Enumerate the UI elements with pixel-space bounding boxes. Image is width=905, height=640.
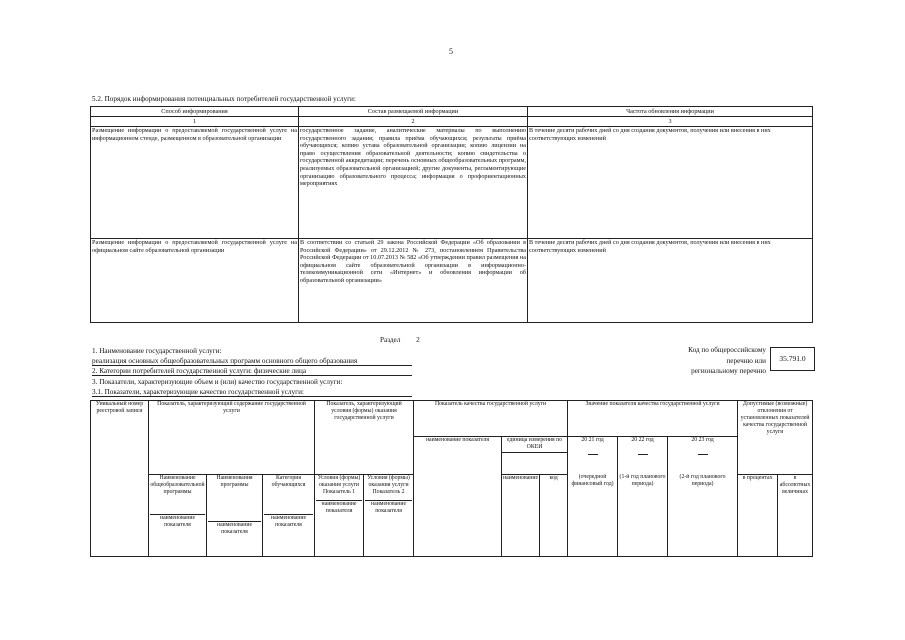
empty-cell <box>502 452 568 474</box>
kod-label-1: Код по общероссийскому <box>688 346 766 354</box>
kod-label-3: региональному перечню <box>691 367 766 375</box>
table-row <box>91 127 813 239</box>
subheader-year-3: (2-й год планового периода) <box>668 474 738 556</box>
service-name-value: реализация основных общеобразовательных программ основного общего образования <box>92 357 412 366</box>
indicator-name-label: наименование показателя <box>150 514 205 529</box>
subheader-programs <box>207 474 263 556</box>
header-year-1 <box>568 436 618 474</box>
quality-table-header-2 <box>91 436 813 452</box>
header-method: Способ информирования <box>91 107 299 117</box>
indicator-name-label: наименование показателя <box>365 500 412 515</box>
informing-table-numbers <box>91 117 813 127</box>
indicator-name-label: наименование показателя <box>316 500 362 515</box>
row-content: В соответствии со статьей 29 закона Российской Федерации «Об образовании в Российской Федерации» от 29.12.2012 № 273, постановлением Правительства Российской Федерации от 10.07.2013 № 582 «Об утверждении правил размещения на официальном сайте образовательной организации в информационно-телекоммуникационной сети «Интернет» и обновления информации об образовательной организации» <box>299 239 528 323</box>
subheader-unit-code: код <box>540 474 568 556</box>
year-1-blank <box>588 454 598 455</box>
subheader-condition-1 <box>315 474 364 556</box>
empty-cell <box>315 436 414 474</box>
header-frequency: Частота обновления информации <box>528 107 813 117</box>
header-unique-number: Уникальный номер реестровой записи <box>91 401 149 557</box>
section-5-2-title: 5.2. Порядок информирования потенциальных потребителей государственной услуги: <box>92 95 356 103</box>
header-content: Состав размещаемой информации <box>299 107 528 117</box>
informing-table-header <box>91 107 813 117</box>
header-value: Значение показателя качества государственной услуги <box>568 401 738 437</box>
kod-value-box: 35.791.0 <box>770 347 815 371</box>
empty-cell <box>738 436 813 474</box>
header-content: Показатель, характеризующий содержание государственной услуги <box>149 401 315 437</box>
subheader-program-name <box>149 474 207 556</box>
consumer-category: 2. Категории потребителей государственной услуги: физические лица <box>92 367 412 376</box>
header-year-3 <box>668 436 738 474</box>
kod-label-2: перечню или <box>726 357 766 365</box>
col-number: 1 <box>91 117 299 127</box>
empty-cell <box>414 474 502 556</box>
label: Наименования программы <box>216 474 253 488</box>
row-content: государственное задание, аналитические материалы по выполнению государственного задания; правила приёма обучающихся; результаты приёма обучающихся; копию устава образовательной организации; копию лицензии на право осуществления образовательной деятельности; копию свидетельства о государственной аккредитации; перечень основных общеобразовательных программ, реализуемых образовательной организацией; другие документы, регламентирующие организацию образовательного процесса; информация о профориентационных мероприятиях <box>299 127 528 239</box>
header-quality: Показатель качества государственной услуги <box>414 401 568 437</box>
label: Наименование общеобразовательной программы <box>150 474 205 495</box>
col-number: 2 <box>299 117 528 127</box>
table-row <box>91 239 813 323</box>
year-2-label: 20 22 год <box>631 436 654 443</box>
indicators-label: 3. Показатели, характеризующие объем и (или) качество государственной услуги: <box>92 378 343 386</box>
header-year-2 <box>618 436 668 474</box>
subheader-student-category <box>263 474 315 556</box>
indicator-name-label: наименование показателя <box>264 514 313 529</box>
page-number: 5 <box>449 47 453 56</box>
subheader-percent: в процентах <box>738 474 778 556</box>
row-method: Размещение информации о предоставляемой государственной услуге на официальном сайте образовательной организации <box>91 239 299 323</box>
row-frequency: В течение десяти рабочих дней со дня создания документов, получения или внесения в них соответствующих изменений <box>528 239 813 323</box>
header-indicator-name: наименование показателя <box>414 436 502 474</box>
indicator-name-label: наименование показателя <box>208 521 261 536</box>
year-2-blank <box>638 454 648 455</box>
informing-table <box>90 106 813 323</box>
header-unit: единица измерения по ОКЕИ <box>502 436 568 452</box>
quality-table <box>90 400 813 557</box>
quality-table-header <box>91 401 813 437</box>
header-conditions: Показатель, характеризующий условия (формы) оказания государственной услуги <box>315 401 414 437</box>
subheader-year-2: (1-й год планового периода) <box>618 474 668 556</box>
row-frequency: В течение десяти рабочих дней со дня создания документов, получения или внесения в них соответствующих изменений <box>528 127 813 239</box>
col-number: 3 <box>528 117 813 127</box>
year-1-label: 20 21 год <box>581 436 604 443</box>
subheader-absolute: в абсолютных величинах <box>778 474 813 556</box>
header-deviation: Допустимые (возможные) отклонения от установленных показателей качества государственной услуги <box>738 401 813 437</box>
label: Условия (формы) оказания услуги Показатель 1 <box>317 474 361 495</box>
subheader-condition-2 <box>364 474 414 556</box>
quality-indicators-label: 3.1. Показатели, характеризующие качество государственной услуги: <box>92 388 412 397</box>
subheader-year-1: (очередной финансовый год) <box>568 474 618 556</box>
section-heading: Раздел 2 <box>380 336 420 344</box>
label: Категория обучающихся <box>271 474 306 488</box>
year-3-label: 20 23 год <box>691 436 714 443</box>
service-name-label: 1. Наименование государственной услуги: <box>92 347 222 355</box>
year-3-blank <box>698 454 708 455</box>
quality-table-header-4 <box>91 474 813 556</box>
empty-cell <box>149 436 315 474</box>
label: Условия (формы) оказания услуги Показатель 2 <box>367 474 410 495</box>
subheader-unit-name: наименование <box>502 474 540 556</box>
row-method: Размещение информации о предоставляемой государственной услуге на информационном стенде, размещенном в образовательной организации <box>91 127 299 239</box>
